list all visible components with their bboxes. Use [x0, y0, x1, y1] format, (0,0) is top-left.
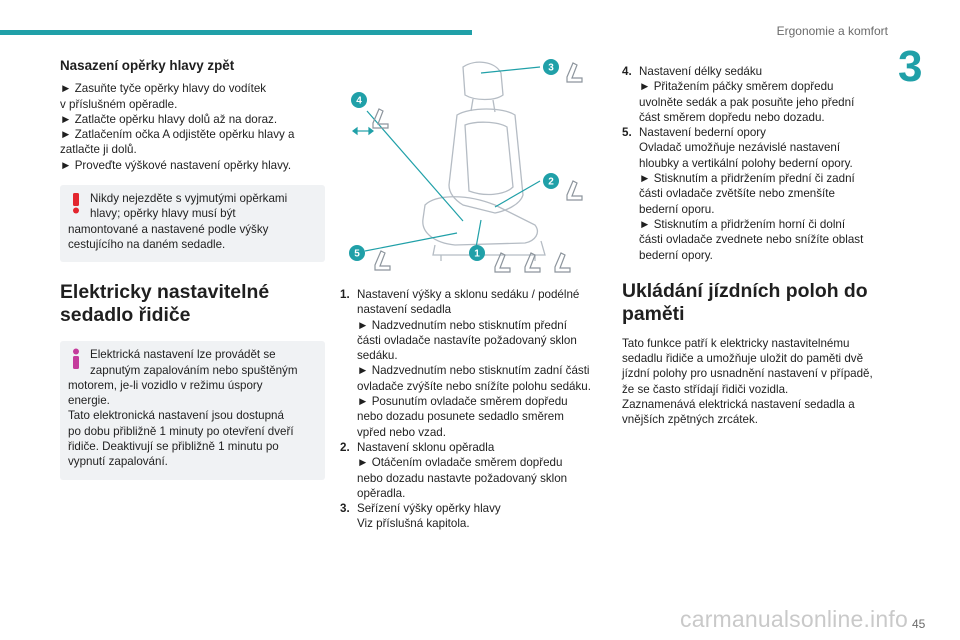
left-column	[60, 58, 325, 480]
info-icon	[69, 348, 83, 370]
step-line: zatlačte ji dolů.	[60, 143, 137, 157]
step-line: ► Zatlačením očka A odjistěte opěrku hlavy a	[60, 128, 295, 142]
list-item-2	[340, 440, 605, 501]
list-line: nebo dozadu posunete sedadlo směrem	[357, 410, 564, 424]
list-item-3	[340, 501, 605, 532]
section-heading-line: paměti	[622, 302, 685, 325]
list-line: ► Posunutím ovladače směrem dopředu	[357, 395, 568, 409]
list-line: vpřed nebo vzad.	[357, 425, 446, 439]
list-line: bederní oporu.	[639, 202, 715, 216]
middle-column	[340, 287, 605, 532]
warning-exclamation-icon	[69, 192, 83, 214]
list-line: ► Otáčením ovladače směrem dopředu	[357, 456, 563, 470]
step-line: ► Zasuňte tyče opěrky hlavy do vodítek	[60, 82, 267, 96]
badge-label: 1	[474, 248, 480, 260]
adjust-arrows	[353, 128, 373, 134]
step-line: ► Zatlačte opěrku hlavy dolů až na doraz.	[60, 112, 278, 126]
badge-label: 2	[548, 176, 554, 188]
list-line: Nastavení délky sedáku	[639, 65, 763, 78]
page-number: 45	[912, 617, 926, 631]
section-heading-electric-seat	[60, 281, 325, 327]
watermark: carmanualsonline.info	[680, 606, 908, 632]
info-text: vypnutí zapalování.	[68, 455, 168, 469]
warning-text: Nikdy nejezděte s vyjmutými opěrkami	[90, 192, 288, 206]
list-number: 1.	[340, 288, 350, 301]
list-item-4	[622, 64, 890, 125]
memory-description	[622, 336, 890, 428]
list-line: Ovladač umožňuje nezávislé nastavení	[639, 141, 841, 155]
header-accent-bar	[0, 30, 472, 35]
list-line: část směrem dopředu nebo dozadu.	[639, 110, 825, 124]
list-line: hloubky a vertikální polohy bederní opory.	[639, 156, 853, 170]
list-line: Seřízení výšky opěrky hlavy	[357, 502, 501, 516]
list-line: nebo dozadu nastavte požadovaný sklon	[357, 471, 568, 485]
badge-3	[543, 59, 559, 75]
section-heading-line: sedadlo řidiče	[60, 304, 191, 327]
badge-4	[351, 92, 367, 108]
right-column	[622, 64, 890, 428]
list-number: 4.	[622, 65, 632, 78]
list-item-1	[340, 287, 605, 440]
warning-text: hlavy; opěrky hlavy musí být	[90, 207, 236, 221]
section-heading-memory	[622, 280, 890, 326]
info-text: řidiče. Deaktivují se přibližně 1 minutu po	[68, 440, 279, 454]
section-heading-line: Ukládání jízdních poloh do	[622, 279, 868, 302]
headrest-refit-steps	[60, 81, 325, 173]
seat-controls-illustration	[345, 55, 607, 277]
list-line: sedáku.	[357, 349, 398, 363]
section-heading-line: Elektricky nastavitelné	[60, 281, 270, 304]
paragraph-line: Zaznamenává elektrická nastavení sedadla a	[622, 398, 855, 412]
warning-text: cestujícího na daném sedadle.	[68, 237, 226, 251]
badge-1	[469, 245, 485, 261]
list-line: ovladače zvýšíte nebo snížíte polohu sedáku.	[357, 379, 591, 393]
list-line: ► Stisknutím a přidržením přední či zadní	[639, 172, 855, 186]
info-text: po dobu přibližně 1 minuty po otevření dveří	[68, 424, 294, 438]
step-line: v příslušném opěradle.	[60, 97, 178, 111]
list-line: části ovladače zvednete nebo snížíte oblast	[639, 233, 864, 247]
info-text: zapnutým zapalováním nebo spuštěným	[90, 363, 298, 377]
list-number: 2.	[340, 440, 350, 454]
seat-drawing	[423, 62, 545, 261]
warning-text: namontované a nastavené podle výšky	[68, 222, 269, 236]
paragraph-line: jízdní polohy pro usnadnění nastavení v případě,	[622, 367, 873, 381]
list-line: uvolněte sedák a pak posuňte jeho přední	[639, 95, 855, 109]
list-line: nastavení sedadla	[357, 303, 452, 317]
info-box	[60, 341, 325, 479]
list-line: Nastavení výšky a sklonu sedáku / podélné	[357, 288, 580, 301]
list-number: 5.	[622, 126, 632, 140]
list-line: části ovladače nastavíte požadovaný sklon	[357, 333, 577, 347]
step-line: ► Proveďte výškové nastavení opěrky hlavy.	[60, 158, 292, 172]
badge-5	[349, 245, 365, 261]
badge-label: 5	[354, 248, 360, 260]
list-line: Nastavení bederní opory	[639, 126, 766, 140]
list-line: bederní opory.	[639, 248, 713, 262]
headrest-refit-heading: Nasazení opěrky hlavy zpět	[60, 58, 235, 73]
list-line: části ovladače zvětšíte nebo zmenšíte	[639, 187, 835, 201]
info-text: energie.	[68, 394, 110, 408]
list-line: opěradla.	[357, 486, 406, 500]
list-line: ► Nadzvednutím nebo stisknutím přední	[357, 318, 567, 332]
list-item-5	[622, 125, 890, 263]
paragraph-line: Tato funkce patří k elektricky nastavitelnému	[622, 336, 850, 350]
warning-box	[60, 185, 325, 262]
badge-label: 3	[548, 62, 554, 74]
section-title: Ergonomie a komfort	[776, 24, 888, 38]
list-line: ► Přitažením páčky směrem dopředu	[639, 80, 834, 94]
list-line: Viz příslušná kapitola.	[357, 517, 470, 531]
list-line: ► Nadzvednutím nebo stisknutím zadní části	[357, 364, 590, 378]
info-text: Tato elektronická nastavení jsou dostupná	[68, 409, 284, 423]
badge-2	[543, 173, 559, 189]
paragraph-line: sedadlu řidiče a umožňuje uložit do paměti dvě	[622, 352, 864, 366]
paragraph-line: vnějších zpětných zrcátek.	[622, 413, 758, 427]
list-line: Nastavení sklonu opěradla	[357, 440, 495, 454]
info-text: Elektrická nastavení lze provádět se	[90, 348, 276, 362]
badge-label: 4	[356, 95, 362, 107]
list-number: 3.	[340, 502, 350, 516]
paragraph-line: že se často střídají řidiči vozidla.	[622, 382, 789, 396]
list-line: ► Stisknutím a přidržením horní či dolní	[639, 217, 846, 231]
info-text: motorem, je-li vozidlo v režimu úspory	[68, 378, 263, 392]
chapter-number: 3	[898, 42, 923, 91]
